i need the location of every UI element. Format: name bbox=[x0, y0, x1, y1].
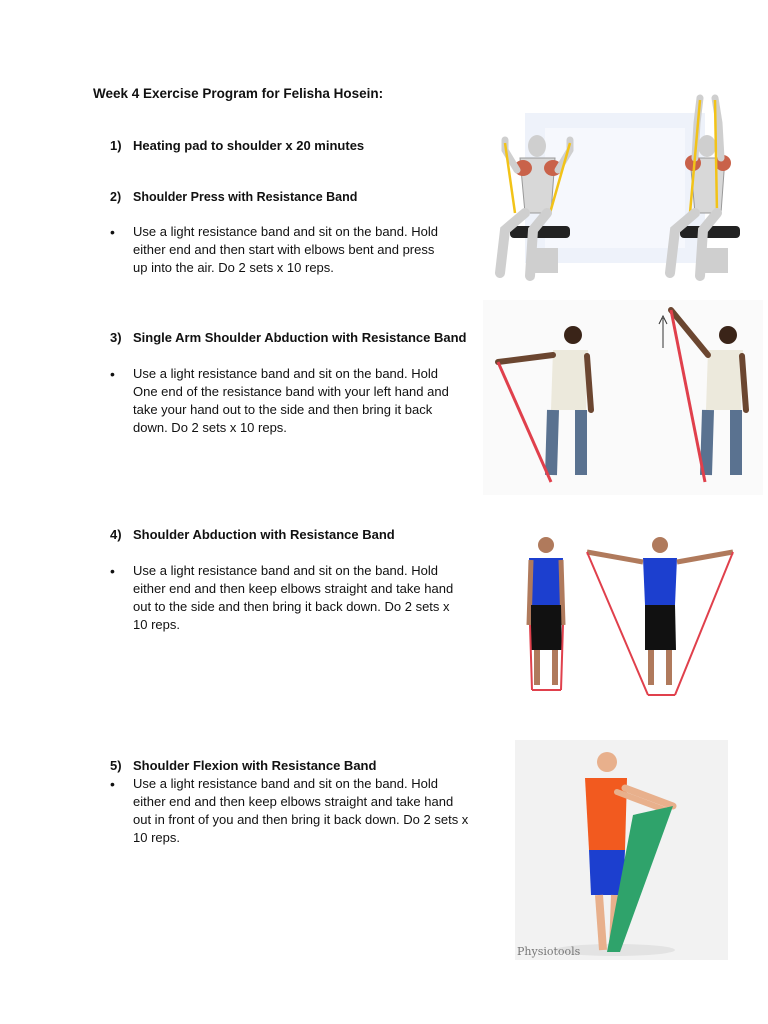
item-1-number: 1) bbox=[110, 138, 122, 153]
shoulder-abduction-photo bbox=[515, 530, 745, 705]
item-3-number: 3) bbox=[110, 330, 122, 345]
item-4-bullet: • bbox=[110, 563, 115, 579]
item-2-heading: Shoulder Press with Resistance Band bbox=[133, 190, 358, 204]
item-3-text: Use a light resistance band and sit on the band. Hold One end of the resistance band with your left hand and take your hand out to the side and then bring it back down. Do 2 sets x 10 reps. bbox=[133, 366, 449, 435]
item-3-bullet: • bbox=[110, 366, 115, 382]
item-2-bullet: • bbox=[110, 224, 115, 240]
item-5-heading: Shoulder Flexion with Resistance Band bbox=[133, 758, 377, 773]
physiotools-watermark: Physiotools bbox=[517, 945, 581, 958]
shoulder-press-illustration bbox=[475, 88, 755, 288]
single-arm-abduction-photo bbox=[483, 300, 763, 495]
item-1-heading: Heating pad to shoulder x 20 minutes bbox=[133, 138, 365, 153]
item-2-number: 2) bbox=[110, 190, 122, 204]
item-5-bullet: • bbox=[110, 776, 115, 792]
page-title: Week 4 Exercise Program for Felisha Hosein: bbox=[93, 86, 384, 101]
item-4-heading: Shoulder Abduction with Resistance Band bbox=[133, 527, 395, 542]
shoulder-flexion-photo bbox=[515, 740, 728, 960]
item-4-number: 4) bbox=[110, 527, 122, 542]
item-5-text: Use a light resistance band and sit on the band. Hold either end and then keep elbows straight and take hand out in front of you and then bring it back down. Do 2 sets x 10 reps. bbox=[133, 776, 469, 845]
item-3-heading: Single Arm Shoulder Abduction with Resistance Band bbox=[133, 330, 467, 345]
item-2-text: Use a light resistance band and sit on the band. Hold either end and then start with elbows bent and press up into the air. Do 2 sets x 10 reps. bbox=[133, 224, 438, 275]
item-4-text: Use a light resistance band and sit on the band. Hold either end and then keep elbows straight and take hand out to the side and then bring it back down. Do 2 sets x 10 reps. bbox=[133, 563, 454, 632]
item-5-number: 5) bbox=[110, 758, 122, 773]
